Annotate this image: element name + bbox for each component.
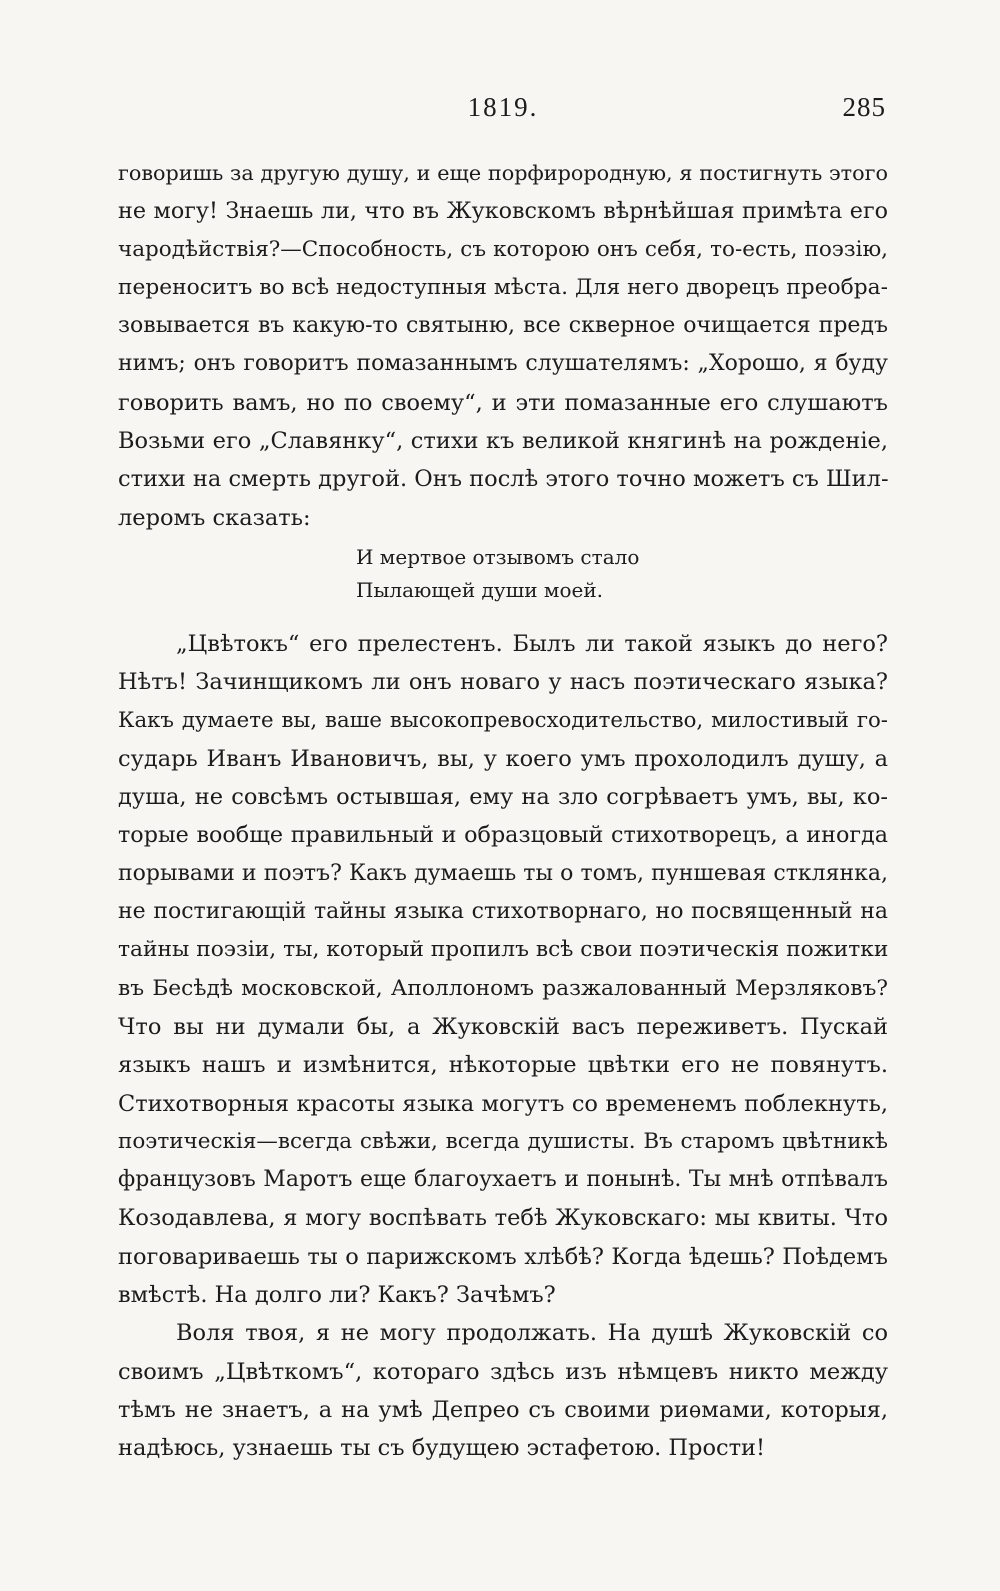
text-line: надѣюсь, узнаешь ты съ будущею эстафетою. Прости! (118, 1435, 766, 1462)
text-line: чародѣйствія?—Способность, съ которою онъ себя, то-есть, поэзію, (118, 236, 888, 262)
text-line: тѣмъ не знаетъ, а на умѣ Депрео съ своими риѳмами, которыя, (118, 1396, 888, 1423)
text-line: Воля твоя, я не могу продолжать. На душѣ Жуковскій со (176, 1320, 888, 1347)
page-number: 285 (842, 92, 886, 122)
text-line: своимъ „Цвѣткомъ“, котораго здѣсь изъ нѣмцевъ никто между (118, 1358, 888, 1385)
text-line: торые вообще правильный и образцовый стихотворецъ, а иногда (118, 822, 888, 849)
text-line: вмѣстѣ. На долго ли? Какъ? Зачѣмъ? (118, 1282, 556, 1309)
text-line: „Цвѣтокъ“ его прелестенъ. Былъ ли такой языкъ до него? (176, 630, 888, 657)
verse-line: Пылающей души моей. (356, 577, 604, 602)
text-line: Козодавлева, я могу воспѣвать тебѣ Жуковскаго: мы квиты. Что (118, 1205, 888, 1232)
paragraph-2 (118, 625, 888, 1314)
text-line: Стихотворныя красоты языка могутъ со временемъ поблекнуть, (118, 1090, 888, 1117)
text-line: Что вы ни думали бы, а Жуковскій васъ переживетъ. Пускай (118, 1013, 888, 1040)
text-line: тайны поэзіи, ты, который пропилъ всѣ свои поэтическія пожитки (118, 937, 889, 963)
verse-quote (118, 541, 888, 607)
text-line: поэтическія—всегда свѣжи, всегда душисты. Въ старомъ цвѣтникѣ (118, 1128, 888, 1154)
text-line: говорить вамъ, но по своему“, и эти помазанные его слушаютъ (118, 389, 888, 416)
paragraph-3 (118, 1314, 888, 1467)
running-head-year: 1819. (467, 92, 539, 122)
text-line: сударь Иванъ Ивановичъ, вы, у коего умъ прохолодилъ душу, а (118, 745, 888, 772)
text-line: въ Бесѣдѣ московской, Аполлономъ разжалованный Мерзляковъ? (118, 975, 888, 1001)
text-line: французовъ Маротъ еще благоухаетъ и понынѣ. Ты мнѣ отпѣвалъ (118, 1167, 888, 1193)
text-line: поговариваешь ты о парижскомъ хлѣбѣ? Когда ѣдешь? Поѣдемъ (118, 1243, 888, 1270)
text-line: не могу! Знаешь ли, что въ Жуковскомъ вѣрнѣйшая примѣта его (118, 198, 888, 225)
verse-line: И мертвое отзывомъ стало (356, 544, 640, 569)
text-line: говоришь за другую душу, и еще порфирородную, я постигнуть этого (118, 161, 888, 185)
text-line: Какъ думаете вы, ваше высокопревосходительство, милостивый го- (118, 707, 888, 733)
text-line: леромъ сказать: (118, 504, 311, 531)
text-line: языкъ нашъ и измѣнится, нѣкоторые цвѣтки его не повянутъ. (118, 1052, 888, 1079)
text-line: стихи на смерть другой. Онъ послѣ этого точно можетъ съ Шил- (118, 466, 889, 493)
text-line: Нѣтъ! Зачинщикомъ ли онъ новаго у насъ поэтическаго языка? (118, 669, 888, 696)
page-header (118, 92, 888, 126)
text-line: нимъ; онъ говоритъ помазаннымъ слушателямъ: „Хорошо, я буду (118, 351, 888, 377)
text-line: душа, не совсѣмъ остывшая, ему на зло согрѣваетъ умъ, вы, ко- (118, 784, 888, 811)
text-line: Возьми его „Славянку“, стихи къ великой княгинѣ на рожденіе, (118, 428, 888, 455)
text-line: зовывается въ какую-то святыню, все скверное очищается предъ (118, 313, 888, 339)
text-line: порывами и поэтъ? Какъ думаешь ты о томъ, пуншевая стклянка, (118, 860, 888, 886)
text-line: не постигающій тайны языка стихотворнаго, но посвященный на (118, 899, 888, 925)
text-line: переноситъ во всѣ недоступныя мѣста. Для него дворецъ преобра- (118, 274, 888, 300)
paragraph-1 (118, 154, 888, 537)
page-body (118, 154, 888, 1468)
